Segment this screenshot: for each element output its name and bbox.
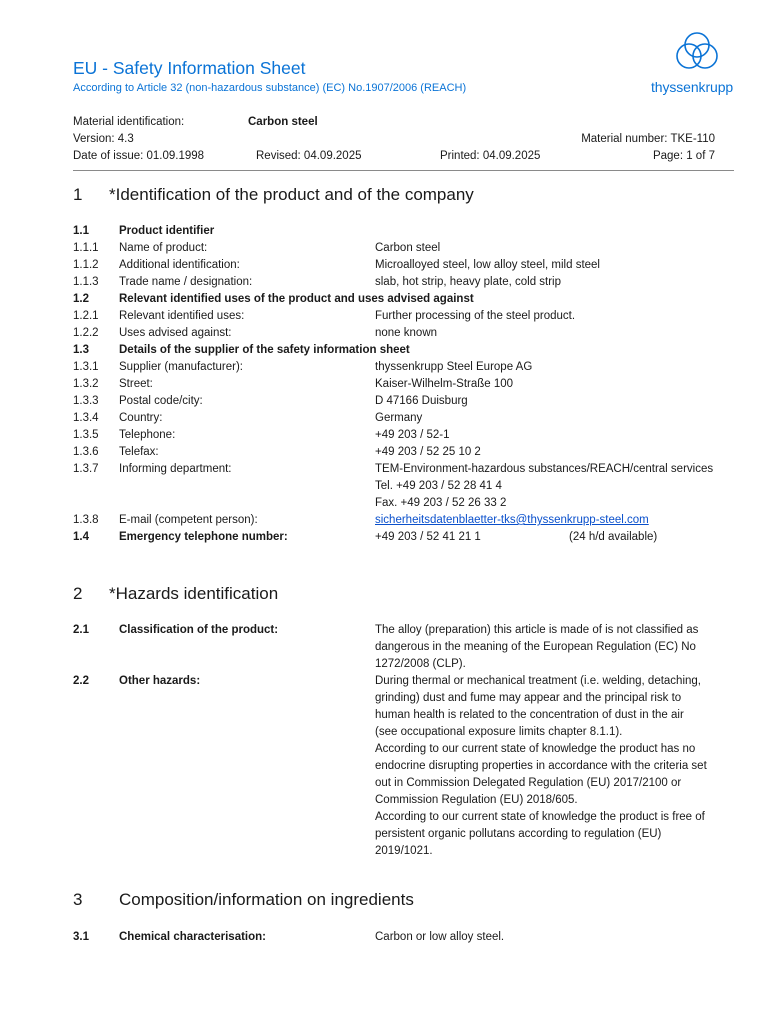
text-line: According to our current state of knowledge the product is free of bbox=[375, 811, 705, 823]
row-number: 1.2 bbox=[73, 293, 89, 305]
field-value: slab, hot strip, heavy plate, cold strip bbox=[375, 276, 562, 288]
text-line: dangerous in the meaning of the European Regulation (EC) No bbox=[375, 641, 696, 653]
section-3-title: Composition/information on ingredients bbox=[119, 890, 414, 909]
text-line: According to our current state of knowledge the product has no bbox=[375, 743, 696, 755]
field-value: D 47166 Duisburg bbox=[375, 395, 468, 407]
field-label: Trade name / designation: bbox=[119, 276, 253, 288]
section-2-title: *Hazards identification bbox=[109, 584, 279, 603]
section-3-number: 3 bbox=[73, 890, 83, 909]
email-link[interactable]: sicherheitsdatenblaetter-tks@thyssenkrupp-steel.com bbox=[375, 514, 649, 526]
chemical-characterisation-label: Chemical characterisation: bbox=[119, 931, 267, 943]
field-label: Name of product: bbox=[119, 242, 208, 254]
text-line: 2019/1021. bbox=[375, 845, 433, 857]
text-line: (see occupational exposure limits chapter 8.1.1). bbox=[375, 726, 623, 738]
material-number: Material number: TKE-110 bbox=[581, 133, 715, 145]
logo-text: thyssenkrupp bbox=[651, 79, 734, 95]
email-label: E-mail (competent person): bbox=[119, 514, 258, 526]
classification-label: Classification of the product: bbox=[119, 624, 279, 636]
field-value: +49 203 / 52 25 10 2 bbox=[375, 446, 481, 458]
row-number: 3.1 bbox=[73, 931, 89, 943]
field-value: +49 203 / 52-1 bbox=[375, 429, 450, 441]
row-number: 1.1.1 bbox=[73, 242, 99, 254]
row-number: 1.3.1 bbox=[73, 361, 99, 373]
text-line: During thermal or mechanical treatment (i.e. welding, detaching, bbox=[375, 675, 701, 687]
section-1-number: 1 bbox=[73, 185, 83, 204]
text-line: grinding) dust and fume may appear and the principal risk to bbox=[375, 692, 682, 704]
field-label: Additional identification: bbox=[119, 259, 240, 271]
row-number: 1.3.6 bbox=[73, 446, 99, 458]
other-hazards-text bbox=[375, 673, 720, 860]
field-value: Germany bbox=[375, 412, 423, 424]
field-value: Microalloyed steel, low alloy steel, mild steel bbox=[375, 259, 600, 271]
page-number: Page: 1 of 7 bbox=[652, 150, 715, 162]
emergency-label: Emergency telephone number: bbox=[119, 531, 288, 543]
classification-text bbox=[375, 622, 720, 673]
row-number: 1.1.3 bbox=[73, 276, 99, 288]
field-label: Informing department: bbox=[119, 463, 232, 475]
row-number: 1.3.5 bbox=[73, 429, 99, 441]
text-line: The alloy (preparation) this article is made of is not classified as bbox=[375, 624, 699, 636]
text-line: endocrine disrupting properties in accordance with the criteria set bbox=[375, 760, 707, 772]
header-divider bbox=[73, 170, 734, 171]
field-label: Street: bbox=[119, 378, 153, 390]
emergency-phone: +49 203 / 52 41 21 1 bbox=[375, 531, 481, 543]
field-value: thyssenkrupp Steel Europe AG bbox=[375, 361, 533, 373]
field-value: Further processing of the steel product. bbox=[375, 310, 576, 322]
field-label: Telefax: bbox=[119, 446, 159, 458]
field-label: Postal code/city: bbox=[119, 395, 203, 407]
text-line: Commission Regulation (EU) 2018/605. bbox=[375, 794, 578, 806]
dept-telephone: Tel. +49 203 / 52 28 41 4 bbox=[375, 480, 502, 492]
version: Version: 4.3 bbox=[73, 133, 134, 145]
text-line: human health is related to the concentration of dust in the air bbox=[375, 709, 684, 721]
field-value: Kaiser-Wilhelm-Straße 100 bbox=[375, 378, 514, 390]
row-number: 1.3.2 bbox=[73, 378, 99, 390]
other-hazards-label: Other hazards: bbox=[119, 675, 201, 687]
row-number: 1.3.4 bbox=[73, 412, 99, 424]
text-line: out in Commission Delegated Regulation (EU) 2017/2100 or bbox=[375, 777, 682, 789]
section-2-number: 2 bbox=[73, 584, 83, 603]
chemical-characterisation-value: Carbon or low alloy steel. bbox=[375, 931, 505, 943]
text-line: persistent organic pollutans according to regulation (EU) bbox=[375, 828, 662, 840]
row-number: 2.2 bbox=[73, 675, 89, 687]
field-label: Relevant identified uses: bbox=[119, 310, 245, 322]
row-number: 1.2.2 bbox=[73, 327, 99, 339]
section-1-title: *Identification of the product and of the company bbox=[109, 185, 474, 204]
field-value: Carbon steel bbox=[375, 242, 441, 254]
row-number: 1.3.8 bbox=[73, 514, 99, 526]
row-number: 2.1 bbox=[73, 624, 89, 636]
row-number: 1.1 bbox=[73, 225, 89, 237]
text-line: 1272/2008 (CLP). bbox=[375, 658, 466, 670]
field-label: Telephone: bbox=[119, 429, 176, 441]
field-value: TEM-Environment-hazardous substances/REACH/central services bbox=[375, 463, 714, 475]
field-label: Uses advised against: bbox=[119, 327, 232, 339]
row-number: 1.3 bbox=[73, 344, 89, 356]
subsection-heading: Relevant identified uses of the product and uses advised against bbox=[119, 293, 474, 305]
emergency-note: (24 h/d available) bbox=[569, 531, 658, 543]
row-number: 1.2.1 bbox=[73, 310, 99, 322]
material-id-label: Material identification: bbox=[73, 116, 185, 128]
document-subtitle: According to Article 32 (non-hazardous substance) (EC) No.1907/2006 (REACH) bbox=[73, 82, 467, 94]
row-number: 1.3.7 bbox=[73, 463, 99, 475]
subsection-heading: Product identifier bbox=[119, 225, 215, 237]
field-label: Supplier (manufacturer): bbox=[119, 361, 243, 373]
row-number: 1.1.2 bbox=[73, 259, 99, 271]
field-value: none known bbox=[375, 327, 438, 339]
document-title: EU - Safety Information Sheet bbox=[73, 58, 306, 78]
date-of-issue: Date of issue: 01.09.1998 bbox=[73, 150, 205, 162]
material-id-value: Carbon steel bbox=[248, 116, 318, 128]
printed-date: Printed: 04.09.2025 bbox=[440, 150, 541, 162]
subsection-heading: Details of the supplier of the safety information sheet bbox=[119, 344, 410, 356]
dept-fax: Fax. +49 203 / 52 26 33 2 bbox=[375, 497, 507, 509]
field-label: Country: bbox=[119, 412, 163, 424]
row-number: 1.4 bbox=[73, 531, 89, 543]
revised-date: Revised: 04.09.2025 bbox=[256, 150, 362, 162]
row-number: 1.3.3 bbox=[73, 395, 99, 407]
